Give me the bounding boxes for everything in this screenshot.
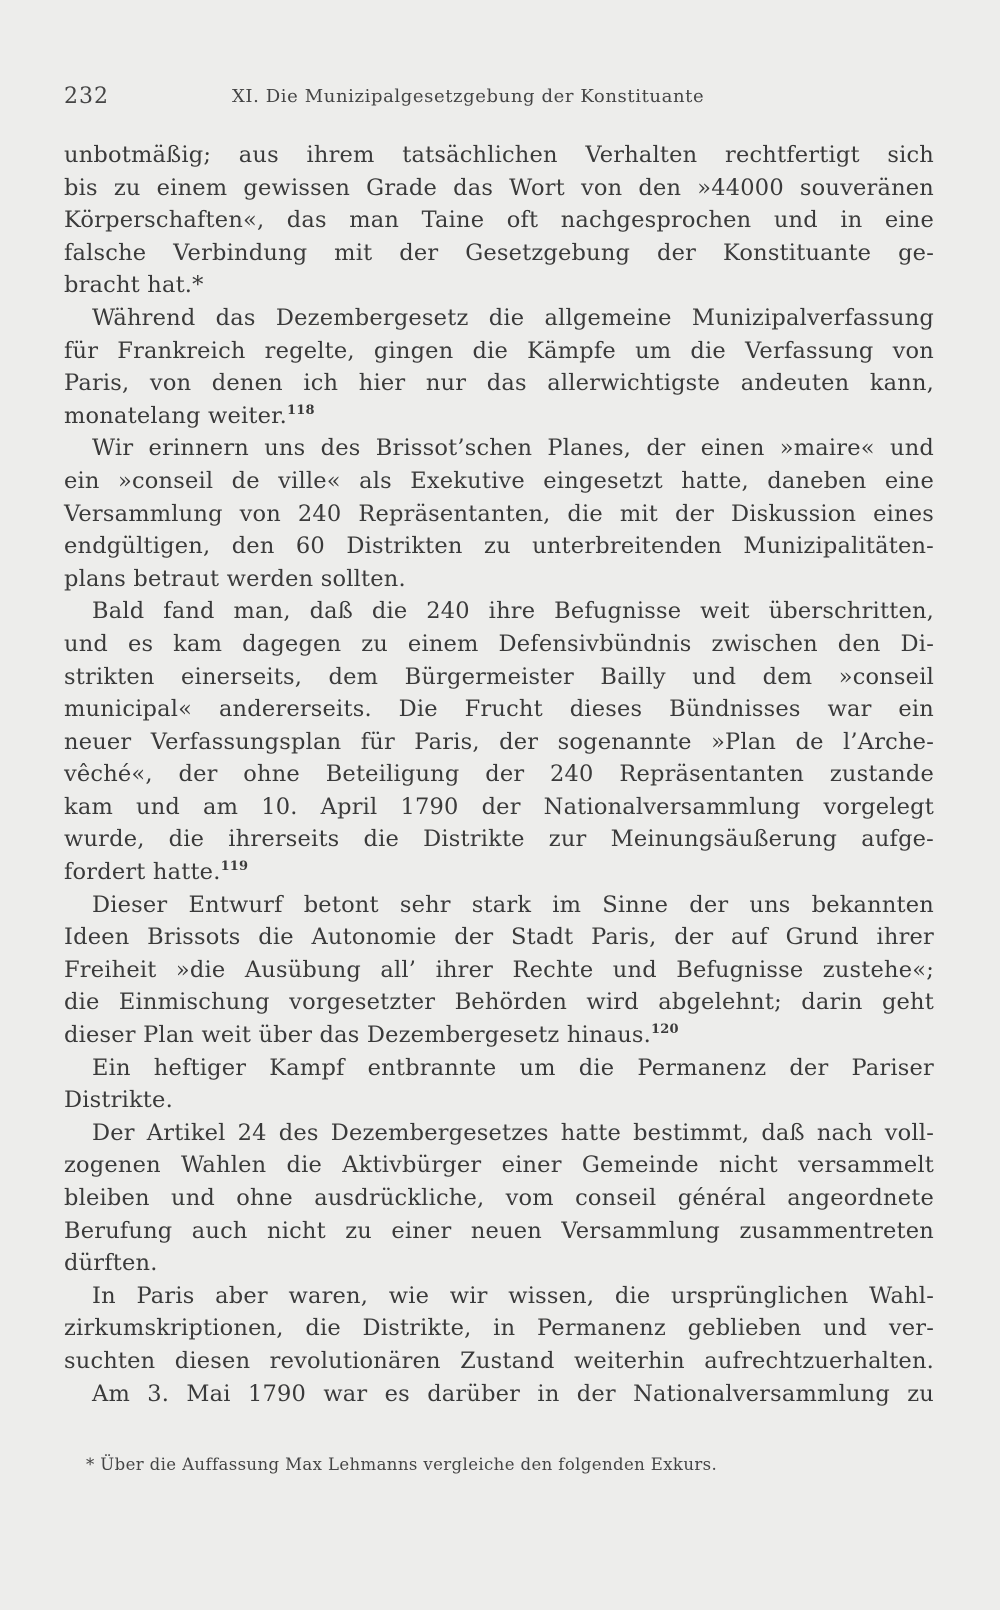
text-line: und es kam dagegen zu einem Defensivbündnis zwischen den Di- bbox=[64, 630, 934, 657]
text-line: unbotmäßig; aus ihrem tatsächlichen Verhalten rechtfertigt sich bbox=[64, 142, 934, 168]
footnote-ref: 118 bbox=[286, 402, 315, 418]
text-line: Paris, von denen ich hier nur das allerwichtigste andeuten kann, bbox=[64, 370, 934, 397]
text-line: Während das Dezembergesetz die allgemeine Munizipalverfassung bbox=[92, 304, 934, 331]
text-line: monatelang weiter.$^{118}$ bbox=[64, 402, 315, 429]
text-line: municipal« andererseits. Die Frucht dieses Bündnisses war ein bbox=[64, 696, 934, 723]
text-line: suchten diesen revolutionären Zustand weiterhin aufrechtzuerhalten. bbox=[64, 1347, 934, 1374]
text-line: bracht hat.* bbox=[64, 272, 204, 299]
text-line: Distrikte. bbox=[64, 1087, 173, 1114]
text-line: bleiben und ohne ausdrückliche, vom conseil général angeordnete bbox=[64, 1185, 934, 1211]
body-text bbox=[64, 139, 934, 1410]
footnote-ref: 120 bbox=[651, 1022, 679, 1038]
text-line: Körperschaften«, das man Taine oft nachgesprochen und in eine bbox=[64, 207, 934, 234]
text-line: Versammlung von 240 Repräsentanten, die mit der Diskussion eines bbox=[64, 500, 934, 527]
text-line: zogenen Wahlen die Aktivbürger einer Gemeinde nicht versammelt bbox=[64, 1152, 934, 1179]
footnote-ref: 119 bbox=[220, 859, 249, 875]
text-line: zirkumskriptionen, die Distrikte, in Permanenz geblieben und ver- bbox=[64, 1315, 934, 1342]
text-line: für Frankreich regelte, gingen die Kämpfe um die Verfassung von bbox=[64, 337, 934, 364]
text-line: kam und am 10. April 1790 der Nationalversammlung vorgelegt bbox=[64, 793, 934, 820]
text-line: Berufung auch nicht zu einer neuen Versammlung zusammentreten bbox=[64, 1217, 934, 1244]
text-line: vêché«, der ohne Beteiligung der 240 Repräsentanten zustande bbox=[64, 761, 934, 788]
text-line: strikten einerseits, dem Bürgermeister Bailly und dem »conseil bbox=[64, 663, 934, 690]
text-line: bis zu einem gewissen Grade das Wort von den »44000 souveränen bbox=[64, 174, 934, 201]
text-line: Am 3. Mai 1790 war es darüber in der Nationalversammlung zu bbox=[92, 1380, 934, 1407]
text-line: wurde, die ihrerseits die Distrikte zur Meinungsäußerung aufge- bbox=[64, 826, 934, 853]
text-line: Ein heftiger Kampf entbrannte um die Permanenz der Pariser bbox=[92, 1054, 934, 1081]
text-line: fordert hatte.$^{119}$ bbox=[64, 859, 249, 886]
page-number: 232 bbox=[64, 84, 109, 109]
text-line: falsche Verbindung mit der Gesetzgebung der Konstituante ge- bbox=[64, 239, 934, 266]
text-line: neuer Verfassungsplan für Paris, der sogenannte »Plan de l’Arche- bbox=[64, 728, 934, 755]
text-line: Dieser Entwurf betont sehr stark im Sinne der uns bekannten bbox=[92, 891, 934, 918]
text-line: dürften. bbox=[64, 1250, 158, 1277]
text-line: Freiheit »die Ausübung all’ ihrer Rechte und Befugnisse zustehe«; bbox=[64, 956, 934, 983]
text-line: ein »conseil de ville« als Exekutive eingesetzt hatte, daneben eine bbox=[64, 467, 934, 494]
text-line: dieser Plan weit über das Dezembergesetz hinaus.$^{120}$ bbox=[64, 1022, 679, 1049]
text-line: endgültigen, den 60 Distrikten zu unterbreitenden Munizipalitäten- bbox=[64, 533, 934, 560]
running-head bbox=[64, 84, 934, 114]
text-line: die Einmischung vorgesetzter Behörden wird abgelehnt; darin geht bbox=[64, 989, 934, 1016]
text-line: In Paris aber waren, wie wir wissen, die ursprünglichen Wahl- bbox=[92, 1282, 934, 1309]
footnote: * Über die Auffassung Max Lehmanns vergleiche den folgenden Exkurs. bbox=[86, 1455, 718, 1474]
text-line: Ideen Brissots die Autonomie der Stadt Paris, der auf Grund ihrer bbox=[64, 924, 934, 951]
text-line: Wir erinnern uns des Brissot’schen Planes, der einen »maire« und bbox=[92, 435, 934, 462]
text-line: Bald fand man, daß die 240 ihre Befugnisse weit überschritten, bbox=[92, 598, 934, 625]
text-line: Der Artikel 24 des Dezembergesetzes hatte bestimmt, daß nach voll- bbox=[92, 1119, 934, 1146]
text-line: plans betraut werden sollten. bbox=[64, 565, 406, 592]
running-title: XI. Die Munizipalgesetzgebung der Konstituante bbox=[232, 86, 705, 107]
